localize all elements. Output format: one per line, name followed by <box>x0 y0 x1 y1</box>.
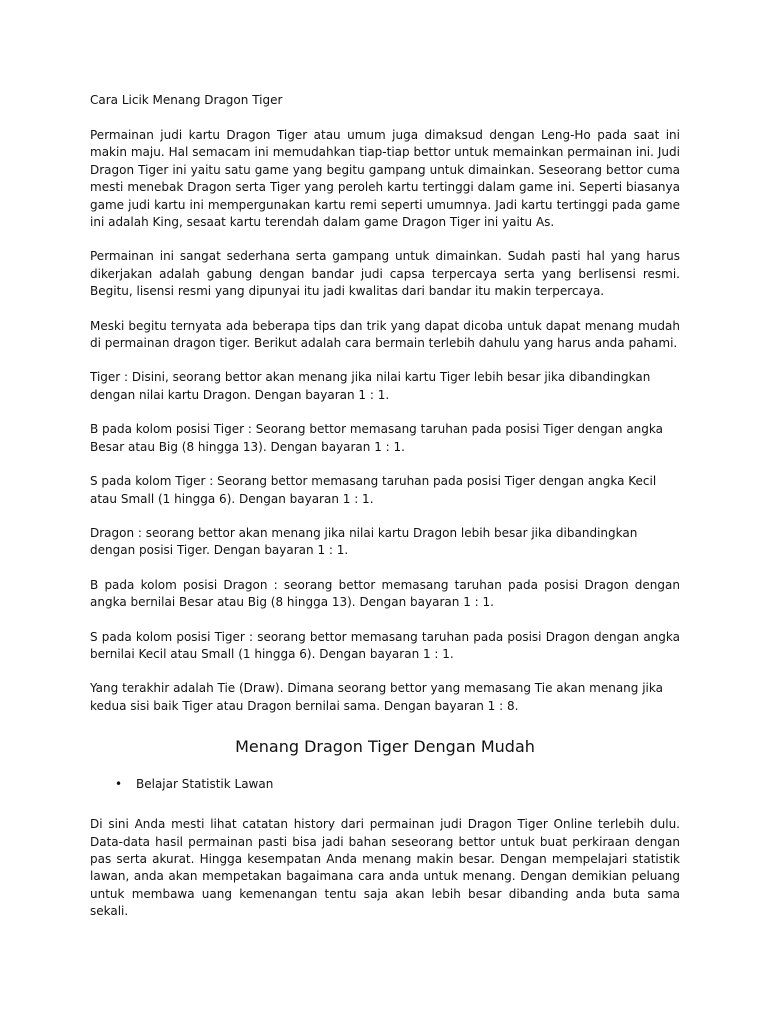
paragraph-tips: Meski begitu ternyata ada beberapa tips dan trik yang dapat dicoba untuk dapat menang mudah di permainan dragon tiger. Berikut adalah cara bermain terlebih dahulu yang harus anda pahami. <box>90 318 680 351</box>
paragraph-simple-game: Permainan ini sangat sederhana serta gampang untuk dimainkan. Sudah pasti hal yang harus dikerjakan adalah gabung dengan bandar judi capsa terpercaya serta yang berlisensi resmi. Begitu, lisensi resmi yang dipunyai itu jadi kwalitas dari bandar itu makin terpercaya. <box>90 249 680 299</box>
document-page <box>90 92 680 938</box>
bullet-icon: • <box>115 777 123 792</box>
paragraph-rule-tiger: Tiger : Disini, seorang bettor akan menang jika nilai kartu Tiger lebih besar jika dibandingkan dengan nilai kartu Dragon. Dengan bayaran 1 : 1. <box>90 370 651 402</box>
paragraph-rule-dragon-small: S pada kolom posisi Tiger : seorang bettor memasang taruhan pada posisi Dragon dengan angka bernilai Kecil atau Small (1 hingga 6). Dengan bayaran 1 : 1. <box>90 629 680 661</box>
paragraph-rule-tiger-small: S pada kolom Tiger : Seorang bettor memasang taruhan pada posisi Tiger dengan angka Kecil atau Small (1 hingga 6). Dengan bayaran 1 : 1. <box>90 474 657 506</box>
paragraph-rule-dragon: Dragon : seorang bettor akan menang jika nilai kartu Dragon lebih besar jika dibandingkan dengan posisi Tiger. Dengan bayaran 1 : 1. <box>90 525 638 558</box>
paragraph-closing: Di sini Anda mesti lihat catatan history dari permainan judi Dragon Tiger Online terlebih dulu. Data-data hasil permainan pasti bisa jadi bahan seseorang bettor untuk buat perkiraan dengan pas serta akurat. Hingga kesempatan Anda menang makin besar. Dengan mempelajari statistik lawan, anda akan mempetakan bagaimana cara anda untuk menang. Dengan demikian peluang untuk membawa uang kemenangan tentu saja akan lebih besar dibanding anda buta sama sekali. <box>90 817 680 919</box>
section-heading: Menang Dragon Tiger Dengan Mudah <box>235 737 535 757</box>
paragraph-rule-tiger-big: B pada kolom posisi Tiger : Seorang bettor memasang taruhan pada posisi Tiger dengan angka Besar atau Big (8 hingga 13). Dengan bayaran 1 : 1. <box>90 422 663 454</box>
paragraph-rule-tie: Yang terakhir adalah Tie (Draw). Dimana seorang bettor yang memasang Tie akan menang jika kedua sisi baik Tiger atau Dragon bernilai sama. Dengan bayaran 1 : 8. <box>90 681 663 713</box>
bullet-label: Belajar Statistik Lawan <box>136 777 274 792</box>
document-title: Cara Licik Menang Dragon Tiger <box>90 93 283 107</box>
bullet-list <box>90 776 680 793</box>
paragraph-rule-dragon-big: B pada kolom posisi Dragon : seorang bettor memasang taruhan pada posisi Dragon dengan angka bernilai Besar atau Big (8 hingga 13). Dengan bayaran 1 : 1. <box>90 577 680 610</box>
list-item <box>90 776 680 793</box>
paragraph-intro: Permainan judi kartu Dragon Tiger atau umum juga dimaksud dengan Leng-Ho pada saat ini makin maju. Hal semacam ini memudahkan tiap-tiap bettor untuk memainkan permainan ini. Judi Dragon Tiger ini yaitu satu game yang begitu gampang untuk dimainkan. Seseorang bettor cuma mesti menebak Dragon serta Tiger yang peroleh kartu tertinggi dalam game ini. Seperti biasanya game judi kartu ini mempergunakan kartu remi seperti umumnya. Jadi kartu tertinggi pada game ini adalah King, sesaat kartu terendah dalam game Dragon Tiger ini yaitu As. <box>90 128 680 230</box>
